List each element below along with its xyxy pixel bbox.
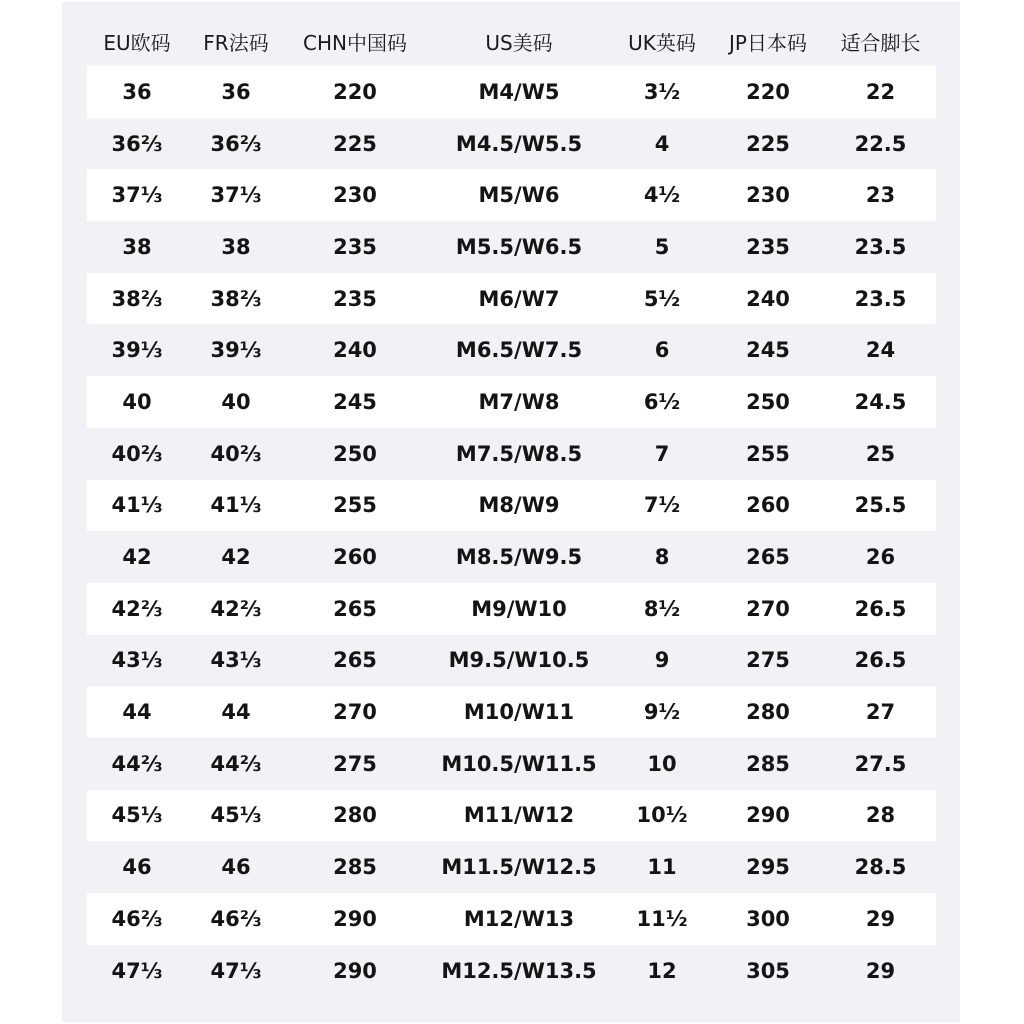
cell-eu: 40 bbox=[122, 389, 152, 414]
cell-jp: 225 bbox=[746, 131, 790, 156]
cell-us: M10/W11 bbox=[463, 700, 575, 725]
cell-fr: 44⅔ bbox=[210, 751, 262, 776]
table-row bbox=[87, 169, 936, 221]
cell-jp: 230 bbox=[746, 183, 790, 208]
header-uk: UK英码 bbox=[628, 30, 696, 55]
cell-uk: 5½ bbox=[643, 286, 681, 311]
cell-foot-length: 28 bbox=[865, 803, 896, 828]
cell-eu: 42⅔ bbox=[111, 596, 163, 621]
cell-us: M4.5/W5.5 bbox=[455, 131, 583, 156]
cell-us: M12.5/W13.5 bbox=[441, 958, 597, 983]
header-jp: JP日本码 bbox=[729, 30, 807, 55]
cell-uk: 11 bbox=[647, 855, 677, 880]
cell-uk: 12 bbox=[647, 958, 677, 983]
table-row bbox=[87, 583, 936, 635]
cell-fr: 40⅔ bbox=[210, 441, 262, 466]
cell-us: M4/W5 bbox=[478, 79, 560, 104]
table-row bbox=[87, 738, 936, 790]
cell-chn: 290 bbox=[333, 906, 377, 931]
cell-eu: 41⅓ bbox=[111, 493, 163, 518]
cell-eu: 44 bbox=[122, 700, 152, 725]
cell-us: M11/W12 bbox=[463, 803, 575, 828]
cell-us: M7/W8 bbox=[478, 389, 560, 414]
cell-jp: 305 bbox=[746, 958, 790, 983]
cell-fr: 47⅓ bbox=[210, 958, 262, 983]
table-row bbox=[87, 376, 936, 428]
cell-uk: 3½ bbox=[643, 79, 681, 104]
cell-uk: 5 bbox=[654, 234, 670, 259]
header-foot-length: 适合脚长 bbox=[840, 30, 921, 55]
cell-jp: 300 bbox=[746, 906, 790, 931]
cell-us: M8.5/W9.5 bbox=[455, 545, 583, 570]
cell-uk: 8 bbox=[654, 545, 670, 570]
cell-us: M6/W7 bbox=[478, 286, 560, 311]
table-row bbox=[87, 841, 936, 893]
cell-jp: 280 bbox=[746, 700, 790, 725]
cell-chn: 220 bbox=[333, 79, 377, 104]
table-row bbox=[87, 428, 936, 480]
cell-chn: 285 bbox=[333, 855, 377, 880]
cell-chn: 275 bbox=[333, 751, 377, 776]
cell-eu: 40⅔ bbox=[111, 441, 163, 466]
cell-uk: 9½ bbox=[643, 700, 681, 725]
header-chn: CHN中国码 bbox=[303, 30, 407, 55]
cell-eu: 36⅔ bbox=[111, 131, 163, 156]
cell-fr: 38⅔ bbox=[210, 286, 262, 311]
cell-fr: 42 bbox=[221, 545, 251, 570]
header-fr: FR法码 bbox=[203, 30, 269, 55]
cell-foot-length: 26.5 bbox=[854, 596, 907, 621]
cell-eu: 39⅓ bbox=[111, 338, 163, 363]
cell-fr: 46 bbox=[221, 855, 251, 880]
cell-uk: 7½ bbox=[643, 493, 681, 518]
cell-fr: 37⅓ bbox=[210, 183, 262, 208]
cell-chn: 290 bbox=[333, 958, 377, 983]
cell-foot-length: 22.5 bbox=[854, 131, 907, 156]
table-row bbox=[87, 531, 936, 583]
cell-uk: 7 bbox=[654, 441, 670, 466]
cell-fr: 39⅓ bbox=[210, 338, 262, 363]
cell-us: M6.5/W7.5 bbox=[455, 338, 583, 363]
table-header bbox=[87, 16, 936, 66]
cell-uk: 4½ bbox=[643, 183, 681, 208]
cell-foot-length: 23 bbox=[865, 183, 896, 208]
cell-uk: 9 bbox=[654, 648, 670, 673]
cell-jp: 295 bbox=[746, 855, 790, 880]
cell-eu: 45⅓ bbox=[111, 803, 163, 828]
cell-uk: 6½ bbox=[643, 389, 681, 414]
cell-fr: 41⅓ bbox=[210, 493, 262, 518]
cell-jp: 265 bbox=[746, 545, 790, 570]
cell-eu: 38 bbox=[122, 234, 152, 259]
cell-us: M11.5/W12.5 bbox=[441, 855, 597, 880]
cell-eu: 46⅔ bbox=[111, 906, 163, 931]
cell-foot-length: 25.5 bbox=[854, 493, 907, 518]
table-row bbox=[87, 635, 936, 687]
cell-us: M8/W9 bbox=[478, 493, 560, 518]
cell-us: M10.5/W11.5 bbox=[441, 751, 597, 776]
cell-us: M5/W6 bbox=[478, 183, 560, 208]
cell-eu: 36 bbox=[122, 79, 152, 104]
table-row bbox=[87, 945, 936, 997]
cell-jp: 275 bbox=[746, 648, 790, 673]
cell-chn: 225 bbox=[333, 131, 377, 156]
cell-uk: 10 bbox=[647, 751, 677, 776]
cell-uk: 4 bbox=[654, 131, 670, 156]
cell-uk: 6 bbox=[654, 338, 670, 363]
cell-foot-length: 25 bbox=[865, 441, 896, 466]
cell-foot-length: 28.5 bbox=[854, 855, 907, 880]
cell-jp: 260 bbox=[746, 493, 790, 518]
table-row bbox=[87, 221, 936, 273]
cell-foot-length: 29 bbox=[865, 906, 896, 931]
cell-fr: 38 bbox=[221, 234, 251, 259]
table-row bbox=[87, 273, 936, 325]
cell-foot-length: 22 bbox=[865, 79, 896, 104]
cell-foot-length: 24.5 bbox=[854, 389, 907, 414]
cell-fr: 40 bbox=[221, 389, 251, 414]
cell-foot-length: 27.5 bbox=[854, 751, 907, 776]
table-row bbox=[87, 790, 936, 842]
cell-uk: 10½ bbox=[636, 803, 688, 828]
cell-uk: 8½ bbox=[643, 596, 681, 621]
cell-fr: 44 bbox=[221, 700, 251, 725]
cell-fr: 36 bbox=[221, 79, 251, 104]
cell-chn: 250 bbox=[333, 441, 377, 466]
cell-eu: 37⅓ bbox=[111, 183, 163, 208]
cell-chn: 260 bbox=[333, 545, 377, 570]
cell-jp: 235 bbox=[746, 234, 790, 259]
header-eu: EU欧码 bbox=[103, 30, 171, 55]
table-row bbox=[87, 118, 936, 170]
cell-eu: 38⅔ bbox=[111, 286, 163, 311]
cell-jp: 290 bbox=[746, 803, 790, 828]
cell-foot-length: 24 bbox=[865, 338, 896, 363]
cell-chn: 245 bbox=[333, 389, 377, 414]
cell-jp: 240 bbox=[746, 286, 790, 311]
cell-jp: 255 bbox=[746, 441, 790, 466]
cell-us: M7.5/W8.5 bbox=[455, 441, 583, 466]
cell-us: M9.5/W10.5 bbox=[448, 648, 590, 673]
cell-chn: 240 bbox=[333, 338, 377, 363]
cell-chn: 230 bbox=[333, 183, 377, 208]
cell-chn: 255 bbox=[333, 493, 377, 518]
cell-eu: 42 bbox=[122, 545, 152, 570]
cell-us: M12/W13 bbox=[463, 906, 575, 931]
table-row bbox=[87, 66, 936, 118]
cell-fr: 43⅓ bbox=[210, 648, 262, 673]
table-row bbox=[87, 893, 936, 945]
cell-jp: 220 bbox=[746, 79, 790, 104]
cell-fr: 45⅓ bbox=[210, 803, 262, 828]
cell-foot-length: 26.5 bbox=[854, 648, 907, 673]
cell-jp: 285 bbox=[746, 751, 790, 776]
cell-chn: 280 bbox=[333, 803, 377, 828]
cell-foot-length: 29 bbox=[865, 958, 896, 983]
table-row bbox=[87, 324, 936, 376]
cell-jp: 270 bbox=[746, 596, 790, 621]
cell-jp: 250 bbox=[746, 389, 790, 414]
cell-us: M9/W10 bbox=[471, 596, 567, 621]
cell-foot-length: 26 bbox=[865, 545, 896, 570]
cell-chn: 235 bbox=[333, 234, 377, 259]
cell-foot-length: 23.5 bbox=[854, 234, 907, 259]
cell-eu: 46 bbox=[122, 855, 152, 880]
cell-chn: 270 bbox=[333, 700, 377, 725]
header-us: US美码 bbox=[485, 30, 553, 55]
cell-jp: 245 bbox=[746, 338, 790, 363]
cell-us: M5.5/W6.5 bbox=[455, 234, 583, 259]
cell-chn: 265 bbox=[333, 648, 377, 673]
cell-eu: 44⅔ bbox=[111, 751, 163, 776]
cell-fr: 36⅔ bbox=[210, 131, 262, 156]
cell-foot-length: 27 bbox=[865, 700, 896, 725]
cell-chn: 235 bbox=[333, 286, 377, 311]
cell-chn: 265 bbox=[333, 596, 377, 621]
table-row bbox=[87, 686, 936, 738]
cell-eu: 43⅓ bbox=[111, 648, 163, 673]
table-body bbox=[87, 66, 936, 996]
table-row bbox=[87, 480, 936, 532]
cell-uk: 11½ bbox=[636, 906, 688, 931]
cell-fr: 42⅔ bbox=[210, 596, 262, 621]
cell-fr: 46⅔ bbox=[210, 906, 262, 931]
cell-eu: 47⅓ bbox=[111, 958, 163, 983]
cell-foot-length: 23.5 bbox=[854, 286, 907, 311]
